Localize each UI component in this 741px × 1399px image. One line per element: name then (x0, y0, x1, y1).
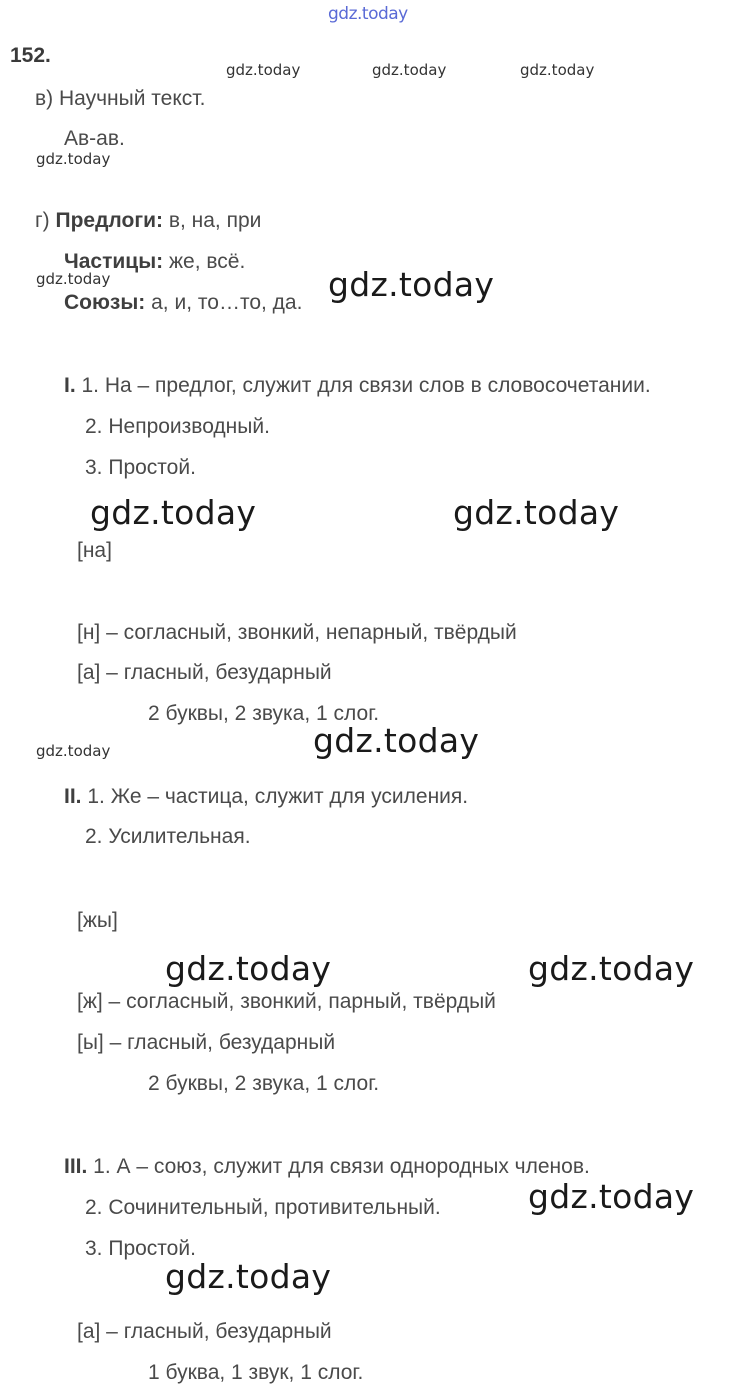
part2-line1 (64, 786, 468, 807)
watermark: gdz.today (36, 270, 111, 288)
particles-value: же, всё. (163, 250, 246, 273)
part3-sound1: [а] – гласный, безударный (77, 1320, 332, 1343)
part2-sound2: [ы] – гласный, безударный (77, 1031, 336, 1054)
part3-line1 (64, 1156, 590, 1177)
part2-numeral: II. (64, 785, 82, 808)
prepositions-label: Предлоги: (55, 209, 163, 232)
part2-sound1: [ж] – согласный, звонкий, парный, твёрдый (77, 990, 496, 1013)
part3-line3: 3. Простой. (85, 1237, 196, 1260)
prepositions-value: в, на, при (162, 209, 262, 232)
watermark: gdz.today (226, 61, 301, 79)
watermark: gdz.today (328, 265, 495, 304)
task-number: 152. (10, 44, 51, 67)
watermark: gdz.today (90, 493, 257, 532)
header-watermark: gdz.today (328, 4, 408, 24)
part2-line1-text: 1. Же – частица, служит для усиления. (81, 785, 469, 808)
part2-transcription: [жы] (77, 909, 118, 932)
part1-line3: 3. Простой. (85, 456, 196, 479)
particles-line (64, 251, 245, 272)
particles-label: Частицы: (64, 250, 164, 273)
part1-sound1: [н] – согласный, звонкий, непарный, твёрдый (77, 621, 517, 644)
watermark: gdz.today (165, 1257, 332, 1296)
part1-line1-text: 1. На – предлог, служит для связи слов в словосочетании. (75, 374, 651, 397)
part3-line1-text: 1. А – союз, служит для связи однородных членов. (87, 1155, 590, 1178)
watermark: gdz.today (313, 721, 480, 760)
watermark: gdz.today (453, 493, 620, 532)
watermark: gdz.today (36, 742, 111, 760)
watermark: gdz.today (528, 949, 695, 988)
watermark: gdz.today (165, 949, 332, 988)
part2-line2: 2. Усилительная. (85, 825, 251, 848)
part1-summary: 2 буквы, 2 звука, 1 слог. (148, 702, 380, 725)
section-v-label: в) Научный текст. (35, 87, 206, 110)
part1-line2: 2. Непроизводный. (85, 415, 270, 438)
watermark: gdz.today (372, 61, 447, 79)
watermark: gdz.today (520, 61, 595, 79)
part1-sound2: [а] – гласный, безударный (77, 661, 332, 684)
conjunctions-line (64, 292, 302, 313)
part3-numeral: III. (64, 1155, 88, 1178)
prepositions-line (35, 210, 261, 231)
part3-line2: 2. Сочинительный, противительный. (85, 1196, 441, 1219)
watermark: gdz.today (528, 1177, 695, 1216)
part1-numeral: I. (64, 374, 76, 397)
section-g-prefix: г) (35, 209, 50, 232)
part1-line1 (64, 375, 651, 396)
conjunctions-label: Союзы: (64, 291, 146, 314)
part1-transcription: [на] (77, 539, 112, 562)
conjunctions-value: а, и, то…то, да. (145, 291, 303, 314)
part2-summary: 2 буквы, 2 звука, 1 слог. (148, 1072, 380, 1095)
watermark: gdz.today (36, 150, 111, 168)
part3-summary: 1 буква, 1 звук, 1 слог. (148, 1361, 364, 1384)
section-v-example: Ав-ав. (64, 127, 125, 150)
